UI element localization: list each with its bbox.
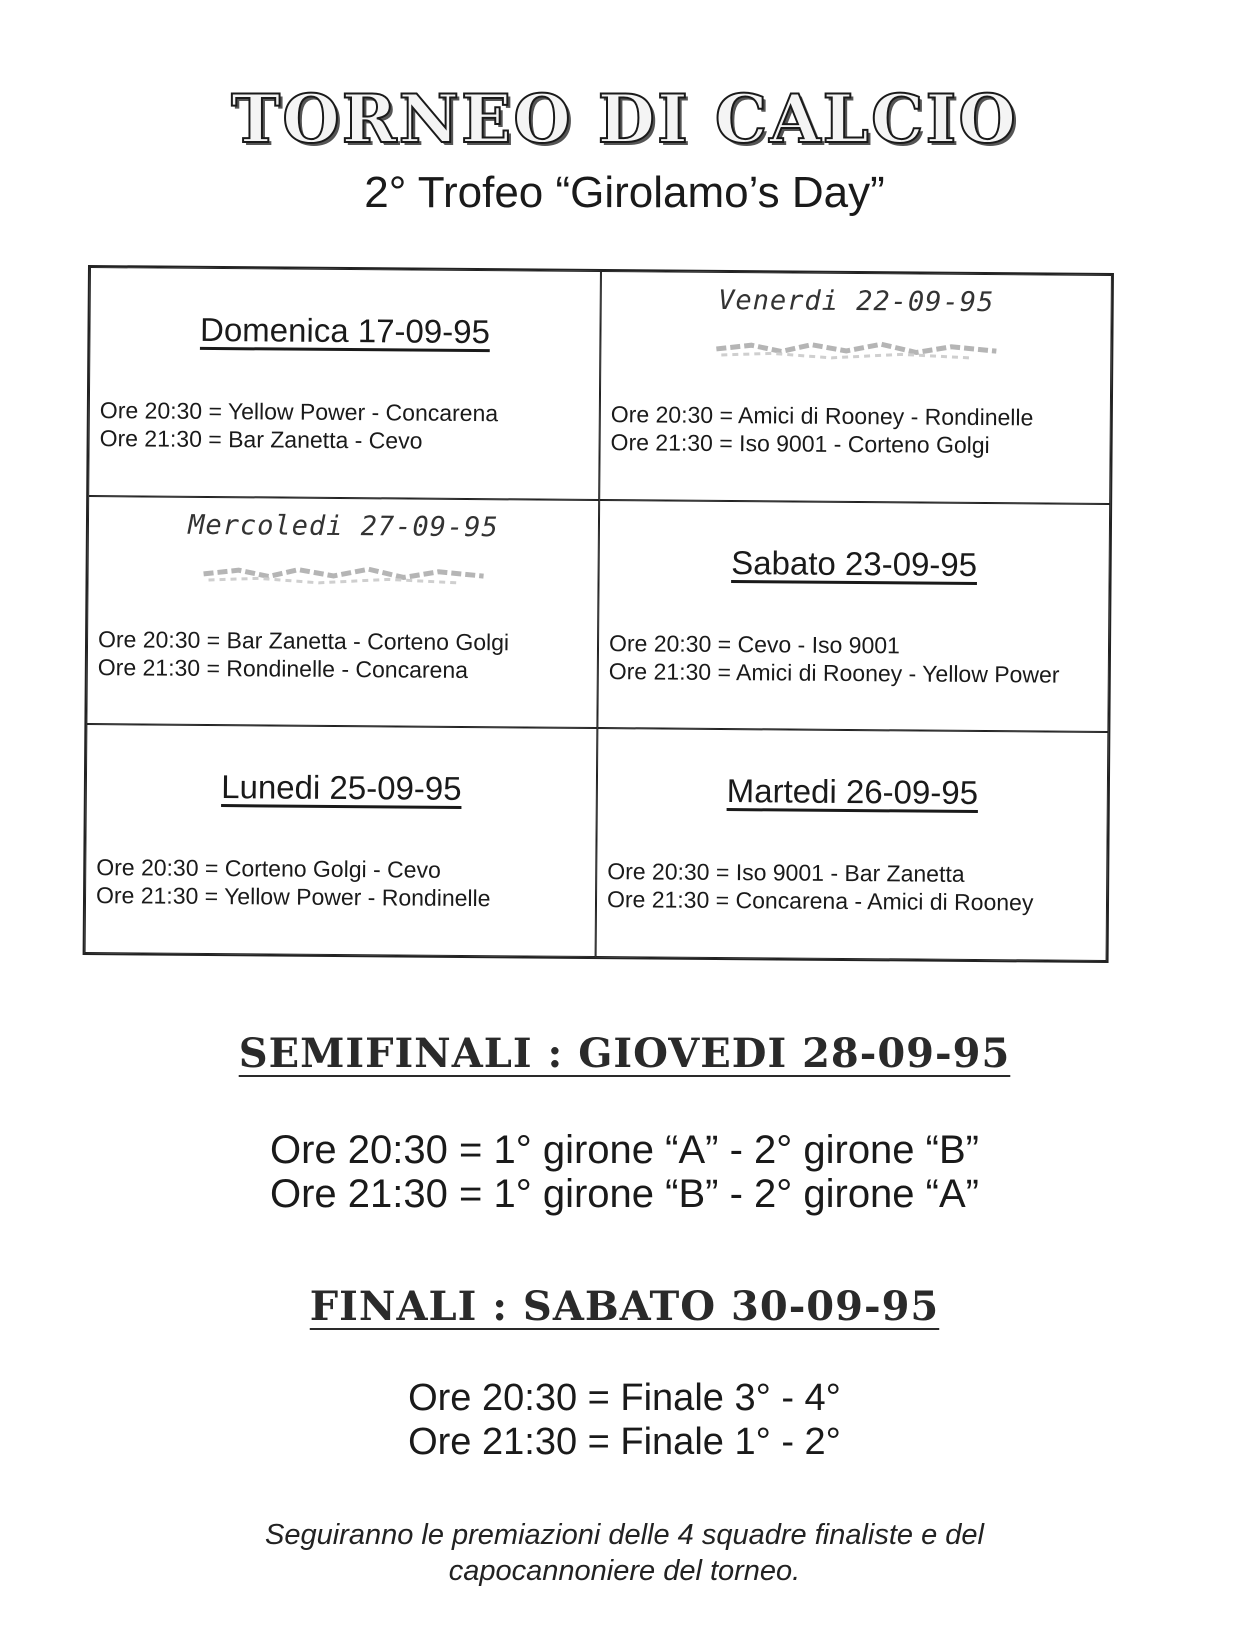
handwritten-date: Mercoledi 27-09-95 <box>188 509 499 543</box>
match-line: Ore 20:30 = Cevo - Iso 9001 <box>608 629 901 659</box>
match-list <box>96 853 589 913</box>
match-line: Ore 21:30 = Iso 9001 - Corteno Golgi <box>610 429 990 459</box>
match-day-heading: Lunedi 25-09-95 <box>221 768 462 808</box>
match-line: Ore 20:30 = Bar Zanetta - Corteno Golgi <box>97 625 510 655</box>
match-line: Ore 20:30 = Iso 9001 - Bar Zanetta <box>607 858 965 888</box>
semifinal-line: Ore 21:30 = 1° girone “B” - 2° girone “A” <box>270 1172 979 1216</box>
crossed-out-text <box>198 560 488 588</box>
handwritten-date: Venerdi 22-09-95 <box>718 284 995 319</box>
awards-note-line: capocannoniere del torneo. <box>448 1555 801 1587</box>
finals-schedule <box>0 1376 1249 1464</box>
match-line: Ore 20:30 = Yellow Power - Concarena <box>99 397 499 427</box>
match-line: Ore 21:30 = Amici di Rooney - Yellow Power <box>608 657 1060 688</box>
match-list <box>100 396 593 456</box>
semifinal-line: Ore 20:30 = 1° girone “A” - 2° girone “B” <box>270 1128 979 1172</box>
awards-note <box>0 1517 1249 1589</box>
semifinals-schedule <box>0 1128 1249 1216</box>
match-list <box>607 857 1100 917</box>
match-day-heading: Domenica 17-09-95 <box>199 310 491 351</box>
semifinals-heading: SEMIFINALI : GIOVEDI 28-09-95 <box>238 1030 1011 1077</box>
match-line: Ore 21:30 = Concarena - Amici di Rooney <box>606 886 1034 916</box>
schedule-table <box>83 265 1114 963</box>
match-day-heading: Martedi 26-09-95 <box>726 772 979 812</box>
schedule-cell <box>88 267 601 500</box>
match-line: Ore 21:30 = Rondinelle - Concarena <box>97 653 469 683</box>
schedule-cell <box>85 724 598 957</box>
match-line: Ore 20:30 = Amici di Rooney - Rondinelle <box>610 401 1034 431</box>
match-list <box>609 629 1102 689</box>
crossed-out-text <box>711 335 1001 363</box>
page-title: TORNEO DI CALCIO <box>231 80 1018 158</box>
final-line: Ore 20:30 = Finale 3° - 4° <box>408 1377 841 1419</box>
schedule-cell <box>597 500 1110 733</box>
page-subtitle: 2° Trofeo “Girolamo’s Day” <box>364 168 885 217</box>
match-line: Ore 21:30 = Yellow Power - Rondinelle <box>95 882 491 912</box>
schedule-cell <box>86 496 599 729</box>
schedule-cell <box>599 271 1112 504</box>
final-line: Ore 21:30 = Finale 1° - 2° <box>408 1421 841 1463</box>
awards-note-line: Seguiranno le premiazioni delle 4 squadre finaliste e del <box>264 1519 984 1551</box>
match-line: Ore 20:30 = Corteno Golgi - Cevo <box>96 854 441 884</box>
match-line: Ore 21:30 = Bar Zanetta - Cevo <box>99 425 423 454</box>
match-list <box>98 625 591 685</box>
match-day-heading: Sabato 23-09-95 <box>731 543 978 583</box>
schedule-cell <box>596 728 1109 961</box>
finals-heading: FINALI : SABATO 30-09-95 <box>309 1283 940 1330</box>
match-list <box>611 400 1104 460</box>
